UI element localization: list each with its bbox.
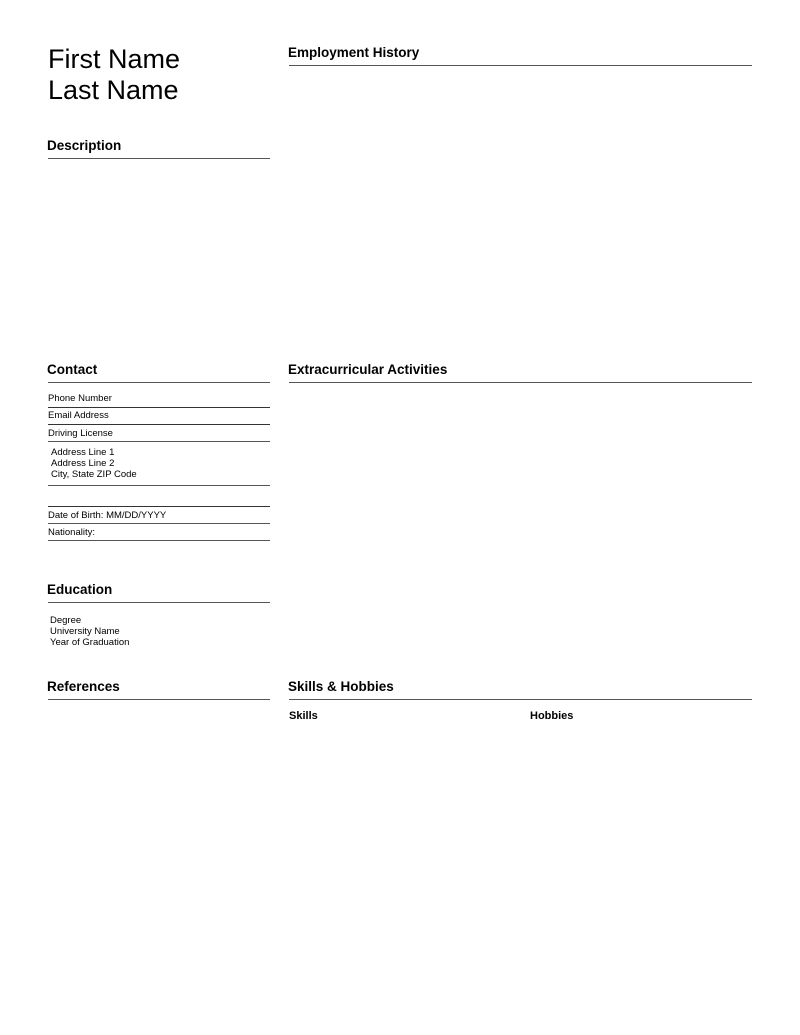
contact-nationality: Nationality:: [48, 527, 95, 538]
education-heading: Education: [47, 582, 113, 597]
contact-phone: Phone Number: [48, 393, 112, 404]
education-graduation-year: Year of Graduation: [50, 637, 130, 648]
hobbies-label: Hobbies: [530, 710, 574, 722]
contact-row-divider: [48, 506, 270, 507]
skills-label: Skills: [289, 710, 318, 722]
contact-divider: [48, 382, 270, 383]
last-name: Last Name: [48, 75, 179, 105]
contact-row-divider: [48, 523, 270, 524]
skills-hobbies-heading: Skills & Hobbies: [288, 679, 394, 694]
contact-address-line-2: Address Line 2: [51, 458, 115, 469]
contact-row-divider: [48, 540, 270, 541]
employment-history-heading: Employment History: [288, 45, 420, 60]
contact-address-line-1: Address Line 1: [51, 447, 115, 458]
description-heading: Description: [47, 138, 122, 153]
contact-driving-license: Driving License: [48, 428, 113, 439]
contact-email: Email Address: [48, 410, 109, 421]
contact-heading: Contact: [47, 362, 98, 377]
description-divider: [48, 158, 270, 159]
extracurricular-divider: [289, 382, 752, 383]
contact-row-divider: [48, 424, 270, 425]
contact-row-divider: [48, 485, 270, 486]
contact-date-of-birth: Date of Birth: MM/DD/YYYY: [48, 510, 167, 521]
contact-row-divider: [48, 407, 270, 408]
references-heading: References: [47, 679, 120, 694]
first-name: First Name: [48, 44, 181, 74]
references-divider: [48, 699, 270, 700]
extracurricular-heading: Extracurricular Activities: [288, 362, 448, 377]
education-degree: Degree: [50, 615, 82, 626]
contact-city-state-zip: City, State ZIP Code: [51, 469, 137, 480]
education-divider: [48, 602, 270, 603]
contact-row-divider: [48, 441, 270, 442]
skills-hobbies-divider: [289, 699, 752, 700]
education-university: University Name: [50, 626, 120, 637]
employment-history-divider: [289, 65, 752, 66]
